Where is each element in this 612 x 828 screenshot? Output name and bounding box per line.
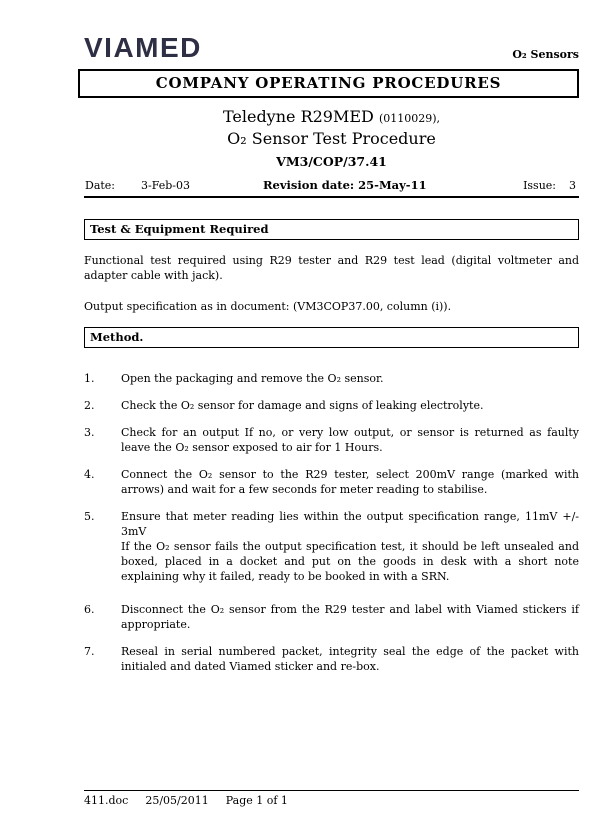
footer-filename: 411.doc [84, 794, 129, 807]
meta-row [84, 176, 579, 198]
step-number: 7. [84, 645, 95, 658]
document-header [84, 28, 579, 62]
footer-date: 25/05/2011 [145, 794, 209, 807]
document-title-line1 [84, 107, 579, 129]
issue-value: 3 [569, 179, 576, 192]
step-number: 2. [84, 399, 95, 412]
step-number: 3. [84, 426, 95, 439]
method-step-4 [84, 467, 579, 497]
step-text-continued: If the O₂ sensor fails the output specification test, it should be left unsealed and boxed, placed in a docket and put on the goods in desk with a short note explaining why it failed, ready to be booked in with a SRN. [121, 540, 579, 583]
paragraph-functional-test: Functional test required using R29 tester and R29 test lead (digital voltmeter and adapter cable with jack). [84, 254, 579, 282]
section-heading-test-equipment: Test & Equipment Required [84, 219, 579, 240]
step-text: Open the packaging and remove the O₂ sensor. [121, 372, 384, 385]
footer-page-number: Page 1 of 1 [225, 794, 288, 807]
section-heading-method: Method. [84, 327, 579, 348]
step-text: Disconnect the O₂ sensor from the R29 tester and label with Viamed stickers if appropriate. [121, 603, 579, 631]
step-text: Reseal in serial numbered packet, integrity seal the edge of the packet with initialed and dated Viamed sticker and re-box. [121, 645, 579, 673]
method-step-1 [84, 371, 579, 386]
header-product-label: O₂ Sensors [512, 48, 579, 61]
issue-label: Issue: [523, 179, 556, 192]
step-number: 1. [84, 372, 95, 385]
method-step-7 [84, 644, 579, 674]
method-list [84, 371, 579, 674]
title-part-number: (0110029), [378, 112, 441, 125]
method-step-6 [84, 602, 579, 632]
step-text-line1: Ensure that meter reading lies within the output specification range, 11mV +/- 3mV [121, 510, 579, 538]
title-block [84, 107, 579, 169]
date-value: 3-Feb-03 [141, 179, 191, 192]
method-step-5 [84, 509, 579, 584]
title-main: Teledyne R29MED [222, 107, 374, 126]
revision-date: Revision date: 25-May-11 [263, 178, 427, 192]
date-label: Date: [85, 179, 116, 192]
document-reference: VM3/COP/37.41 [276, 154, 387, 169]
banner-title: COMPANY OPERATING PROCEDURES [78, 69, 579, 98]
method-step-2 [84, 398, 579, 413]
page-footer [84, 790, 579, 807]
step-text: Connect the O₂ sensor to the R29 tester, select 200mV range (marked with arrows) and wait for a few seconds for meter reading to stabilise. [121, 468, 579, 496]
step-number: 6. [84, 603, 95, 616]
document-title-line2: O₂ Sensor Test Procedure [227, 129, 436, 148]
paragraph-output-spec: Output specification as in document: (VM3COP37.00, column (i)). [84, 300, 452, 313]
method-step-3 [84, 425, 579, 455]
viamed-logo: VIAMED [84, 32, 202, 63]
step-number: 4. [84, 468, 95, 481]
step-text: Check the O₂ sensor for damage and signs of leaking electrolyte. [121, 399, 484, 412]
step-text: Check for an output If no, or very low output, or sensor is returned as faulty leave the O₂ sensor exposed to air for 1 Hours. [121, 426, 579, 454]
step-number: 5. [84, 510, 95, 523]
step-text [121, 509, 579, 584]
